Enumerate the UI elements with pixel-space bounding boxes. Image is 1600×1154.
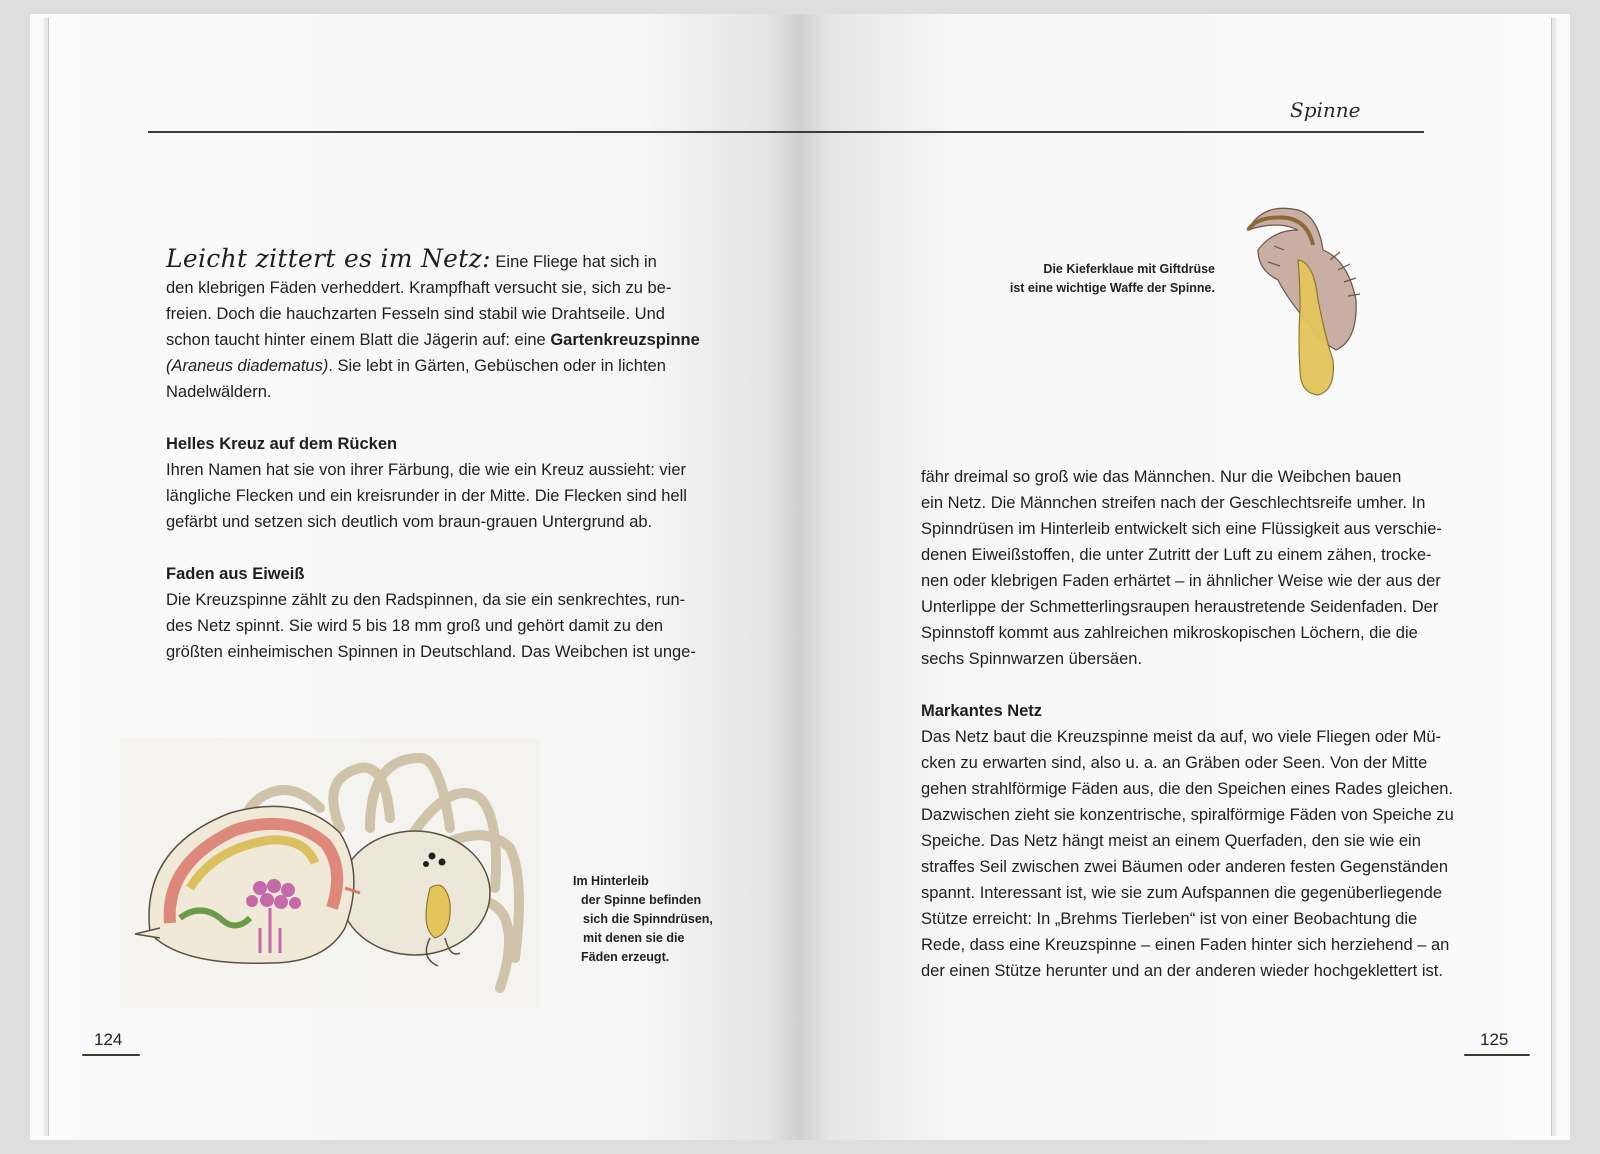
section-heading: Helles Kreuz auf dem Rücken (166, 435, 398, 453)
text-line: Unterlippe der Schmetterlingsraupen heraustretende Seidenfaden. Der (921, 598, 1439, 616)
text-line: Das Netz baut die Kreuzspinne meist da auf, wo viele Fliegen oder Mü- (921, 728, 1442, 746)
lead-in: Leicht zittert es im Netz: (166, 244, 491, 273)
open-book (30, 14, 1570, 1140)
intro-paragraph (166, 246, 726, 665)
page-number: 125 (1480, 1030, 1509, 1049)
text-line: Spinndrüsen im Hinterleib entwickelt sich eine Flüssigkeit aus verschie- (921, 520, 1442, 538)
caption-line: mit denen sie die (583, 931, 685, 945)
page-number-left (82, 1030, 140, 1056)
page-number-swash (82, 1054, 140, 1056)
text-line: cken zu erwarten sind, also u. a. an Gräben oder Seen. Von der Mitte (921, 754, 1428, 772)
page-number-right (1464, 1030, 1530, 1056)
right-page (800, 14, 1570, 1140)
text-line: spannt. Interessant ist, wie sie zum Aufspannen die gegenüberliegende (921, 884, 1443, 902)
left-page (30, 14, 800, 1140)
caption-line: Im Hinterleib (573, 874, 649, 888)
text-line: schon taucht hinter einem Blatt die Jägerin auf: eine (166, 331, 551, 349)
text-line: gehen strahlförmige Fäden aus, die den Speichen eines Rades gleichen. (921, 780, 1454, 798)
text-line: Speiche. Das Netz hängt meist an einem Querfaden, den sie wie ein (921, 832, 1421, 850)
page-edge-left (44, 18, 49, 1136)
header-rule (148, 131, 1424, 133)
text-line: straffes Seil zwischen zwei Bäumen oder anderen festen Gegenständen (921, 858, 1449, 876)
text-line: freien. Doch die hauchzarten Fesseln sind stabil wie Drahtseile. Und (166, 305, 665, 323)
text-line: der einen Stütze herunter und an der anderen wieder hochgeklettert ist. (921, 962, 1443, 980)
claw-caption (970, 260, 1215, 298)
caption-line: sich die Spinndrüsen, (583, 912, 713, 926)
text-line: denen Eiweißstoffen, die unter Zutritt der Luft zu einem zähen, trocke- (921, 546, 1432, 564)
text-line: nen oder klebrigen Faden erhärtet – in ähnlicher Weise wie der aus der (921, 572, 1441, 590)
text-line: . Sie lebt in Gärten, Gebüschen oder in lichten (328, 357, 666, 375)
text-line: sechs Spinnwarzen übersäen. (921, 650, 1143, 668)
bold-term: Gartenkreuzspinne (550, 331, 700, 349)
text-line: Stütze erreicht: In „Brehms Tierleben“ ist von einer Beobachtung die (921, 910, 1418, 928)
caption-line: ist eine wichtige Waffe der Spinne. (1009, 281, 1215, 295)
text-line: des Netz spinnt. Sie wird 5 bis 18 mm groß und gehört damit zu den (166, 617, 664, 635)
text-line: fähr dreimal so groß wie das Männchen. Nur die Weibchen bauen (921, 468, 1402, 486)
text-line: Dazwischen zieht sie konzentrische, spiralförmige Fäden von Speiche zu (921, 806, 1454, 824)
page-number: 124 (94, 1030, 123, 1049)
text-line: Nadelwäldern. (166, 383, 272, 401)
text-line: Spinnstoff kommt aus zahlreichen mikroskopischen Löchern, die die (921, 624, 1418, 642)
text-line: größten einheimischen Spinnen in Deutschland. Das Weibchen ist unge- (166, 643, 696, 661)
spider-cross-section-illustration (120, 738, 540, 1008)
text-line: Eine Fliege hat sich in (495, 253, 657, 271)
caption-line: Fäden erzeugt. (581, 950, 670, 964)
spider-caption (573, 872, 723, 967)
text-line: gefärbt und setzen sich deutlich vom braun-grauen Untergrund ab. (166, 513, 653, 531)
scientific-name: (Araneus diadematus) (166, 357, 329, 375)
page-edge-right (1551, 18, 1556, 1136)
jaw-claw-illustration (1218, 190, 1378, 420)
text-line: Ihren Namen hat sie von ihrer Färbung, die wie ein Kreuz aussieht: vier (166, 461, 687, 479)
caption-line: der Spinne befinden (581, 893, 702, 907)
caption-line: Die Kieferklaue mit Giftdrüse (1043, 262, 1215, 276)
right-body (921, 464, 1481, 984)
chapter-title: Spinne (1290, 98, 1361, 122)
page-number-swash (1464, 1054, 1530, 1056)
section-heading: Faden aus Eiweiß (166, 565, 305, 583)
text-line: den klebrigen Fäden verheddert. Krampfhaft versucht sie, sich zu be- (166, 279, 672, 297)
text-line: Die Kreuzspinne zählt zu den Radspinnen, da sie ein senkrechtes, run- (166, 591, 686, 609)
text-line: längliche Flecken und ein kreisrunder in der Mitte. Die Flecken sind hell (166, 487, 687, 505)
text-line: ein Netz. Die Männchen streifen nach der Geschlechtsreife umher. In (921, 494, 1426, 512)
section-heading: Markantes Netz (921, 702, 1043, 720)
text-line: Rede, dass eine Kreuzspinne – einen Faden hinter sich herziehend – an (921, 936, 1450, 954)
